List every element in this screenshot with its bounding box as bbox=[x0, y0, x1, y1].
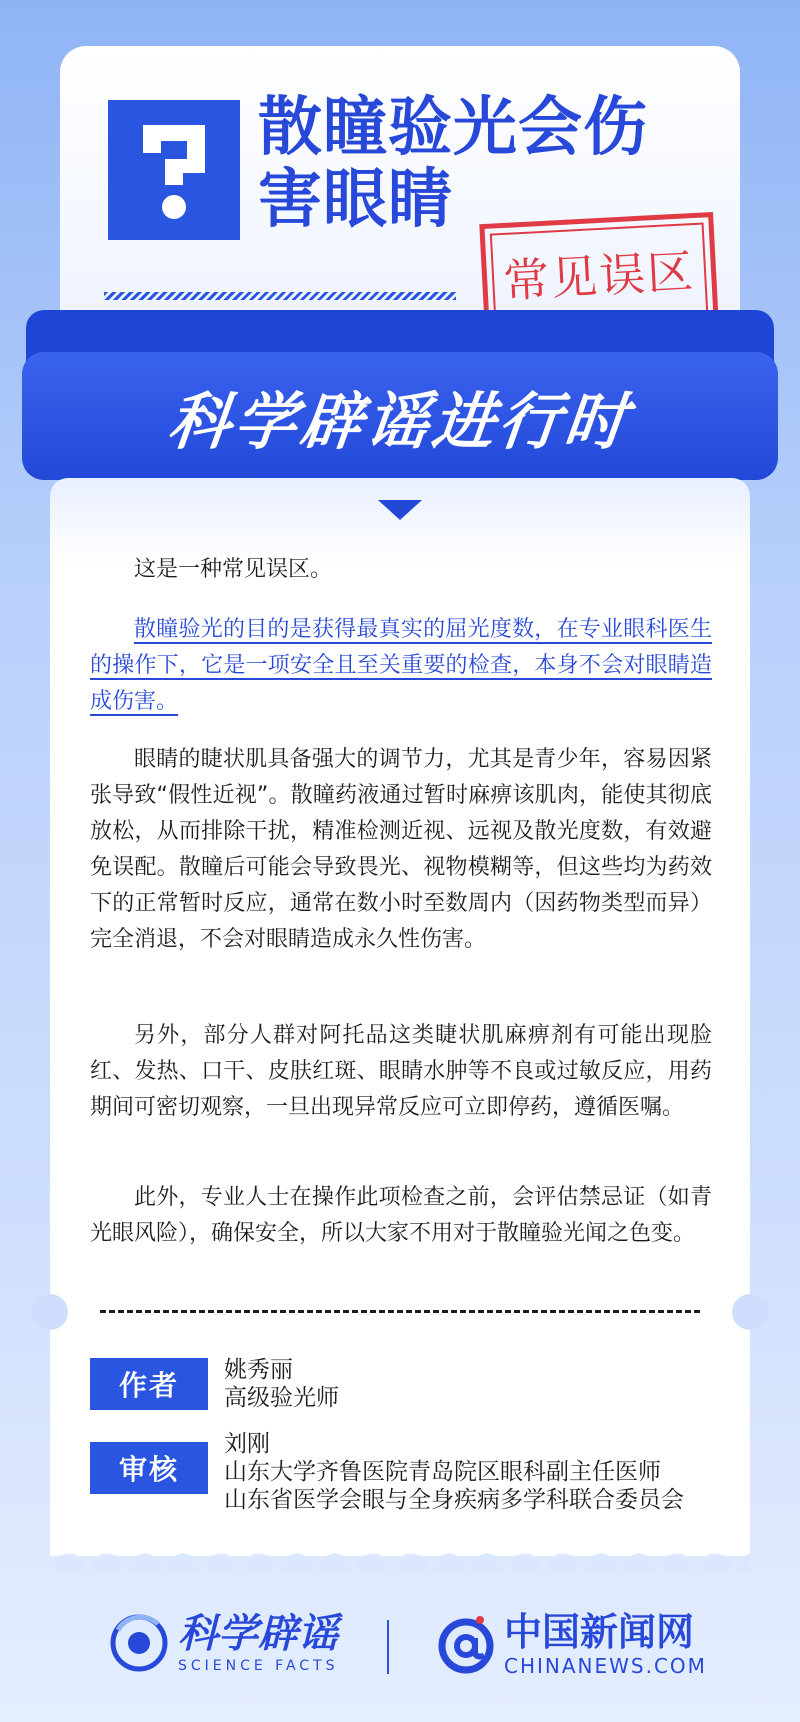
title-line-2: 害眼睛 bbox=[258, 163, 453, 237]
article-paragraph-2: 另外，部分人群对阿托品这类睫状肌麻痹剂有可能出现脸红、发热、口干、皮肤红斑、眼睛水肿等不良或过敏反应，用药期间可密切观察，一旦出现异常反应可立即停药，遵循医嘱。 bbox=[90, 1023, 712, 1120]
reviewer-info bbox=[224, 1430, 684, 1514]
logo-right-sub: CHINANEWS.COM bbox=[504, 1654, 707, 1678]
article-intro: 这是一种常见误区。 bbox=[134, 557, 333, 582]
dashed-divider bbox=[100, 1310, 700, 1313]
title-line-1: 散瞳验光会伤 bbox=[258, 91, 648, 165]
author-tag: 作者 bbox=[90, 1358, 208, 1410]
article-paragraph-3: 此外，专业人士在操作此项检查之前，会评估禁忌证（如青光眼风险），确保安全，所以大家不用对于散瞳验光闻之色变。 bbox=[90, 1185, 712, 1246]
reviewer-title-1: 山东大学齐鲁医院青岛院区眼科副主任医师 bbox=[224, 1459, 661, 1485]
at-sign-icon bbox=[434, 1612, 498, 1676]
science-facts-logo bbox=[108, 1612, 339, 1674]
logo-left-sub: SCIENCE FACTS bbox=[178, 1658, 339, 1674]
scalloped-edge bbox=[50, 1542, 750, 1570]
stamp-text: 常见误区 bbox=[501, 244, 697, 308]
reviewer-name: 刘刚 bbox=[224, 1431, 270, 1457]
article-highlight: 散瞳验光的目的是获得最真实的屈光度数，在专业眼科医生的操作下，它是一项安全且至关重要的检查，本身不会对眼睛造成伤害。 bbox=[90, 617, 712, 714]
reviewer-title-2: 山东省医学会眼与全身疾病多学科联合委员会 bbox=[224, 1487, 684, 1513]
ticket-notch-left bbox=[32, 1294, 68, 1330]
banner bbox=[22, 352, 778, 480]
eye-logo-icon bbox=[108, 1612, 170, 1674]
footer-separator bbox=[387, 1620, 389, 1674]
author-title: 高级验光师 bbox=[224, 1385, 339, 1411]
chinanews-logo bbox=[434, 1610, 707, 1678]
author-name: 姚秀丽 bbox=[224, 1357, 293, 1383]
down-arrow-icon bbox=[378, 500, 422, 520]
logo-left-main: 科学辟谣 bbox=[178, 1611, 338, 1657]
banner-title: 科学辟谣进行时 bbox=[164, 384, 635, 458]
ticket-notch-right bbox=[732, 1294, 768, 1330]
article-paragraph-1: 眼睛的睫状肌具备强大的调节力，尤其是青少年，容易因紧张导致“假性近视”。散瞳药液通过暂时麻痹该肌肉，能使其彻底放松，从而排除干扰，精准检测近视、远视及散光度数，有效避免误配。散瞳后可能会导致畏光、视物模糊等，但这些均为药效下的正常暂时反应，通常在数小时至数周内（因药物类型而异）完全消退，不会对眼睛造成永久性伤害。 bbox=[90, 747, 712, 952]
author-info bbox=[224, 1356, 339, 1412]
logo-right-main: 中国新闻网 bbox=[504, 1610, 695, 1654]
reviewer-tag: 审核 bbox=[90, 1442, 208, 1494]
hatch-decoration bbox=[104, 292, 456, 300]
question-mark-icon bbox=[108, 100, 240, 240]
